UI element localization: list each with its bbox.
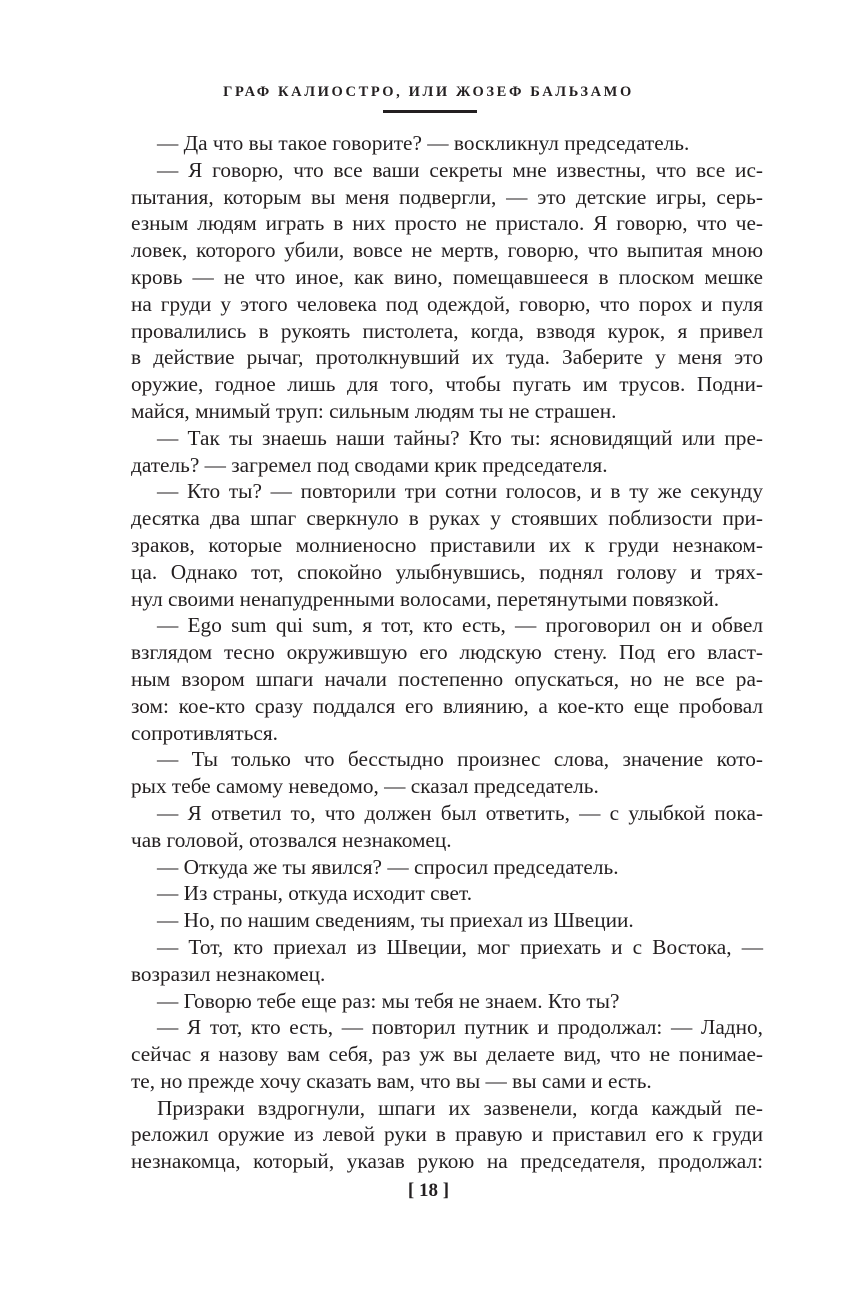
text-line: чав головой, отозвался незнакомец. (131, 827, 452, 852)
text-line: зом: кое-кто сразу поддался его влиянию, а кое-кто еще пробовал (131, 693, 763, 718)
text-line: майся, мнимый труп: сильным людям ты не страшен. (131, 398, 617, 423)
text-line: нул своими ненапудренными волосами, перетянутыми повязкой. (131, 586, 720, 611)
text-line: датель? — загремел под сводами крик председателя. (131, 452, 608, 477)
text-line: реложил оружие из левой руки в правую и приставил его к груди (131, 1122, 763, 1147)
text-line: оружие, годное лишь для того, чтобы пугать им трусов. Подни- (131, 372, 763, 397)
text-line: в действие рычаг, протолкнувший их туда. Заберите у меня это (131, 345, 763, 370)
text-line: пытания, которым вы меня подвергли, — это детские игры, серь- (131, 184, 763, 209)
text-line: — Да что вы такое говорите? — воскликнул председатель. (157, 131, 690, 155)
text-line: Призраки вздрогнули, шпаги их зазвенели, когда каждый пе- (157, 1095, 763, 1120)
text-line: десятка два шпаг сверкнуло в руках у стоявших поблизости при- (131, 506, 763, 531)
text-line: незнакомца, который, указав рукою на председателя, продолжал: (131, 1149, 763, 1174)
text-line: — Я ответил то, что должен был ответить, — с улыбкой пока- (157, 800, 763, 825)
text-line: те, но прежде хочу сказать вам, что вы — вы сами и есть. (131, 1068, 652, 1093)
running-head: ГРАФ КАЛИОСТРО, ИЛИ ЖОЗЕФ БАЛЬЗАМО (223, 84, 634, 100)
text-line: ным взором шпаги начали постепенно опускаться, но не все ра- (131, 666, 763, 691)
text-line: рых тебе самому неведомо, — сказал председатель. (131, 774, 599, 799)
body-text (131, 130, 763, 1175)
text-line: — Ego sum qui sum, я тот, кто есть, — проговорил он и обвел (157, 613, 763, 638)
text-line: сейчас я назову вам себя, раз уж вы делаете вид, что не понимае- (131, 1042, 763, 1067)
text-line: взглядом тесно окружившую его людскую стену. Под его власт- (131, 640, 763, 665)
text-line: ловек, которого убили, вовсе не мертв, говорю, что выпитая мною (131, 238, 763, 263)
text-line: на груди у этого человека под одеждой, говорю, что порох и пуля (131, 291, 763, 316)
page-number: [ 18 ] (407, 1180, 450, 1201)
text-line: зраков, которые молниеносно приставили их к груди незнаком- (131, 532, 763, 557)
text-line: сопротивляться. (131, 720, 279, 745)
text-line: — Кто ты? — повторили три сотни голосов, и в ту же секунду (157, 479, 763, 504)
text-line: — Ты только что бесстыдно произнес слова, значение кото- (157, 747, 763, 772)
text-line: — Говорю тебе еще раз: мы тебя не знаем. Кто ты? (157, 988, 620, 1013)
running-head-rule (383, 110, 477, 113)
text-line: — Откуда же ты явился? — спросил председатель. (157, 854, 619, 879)
text-line: кровь — не что иное, как вино, помещавшееся в плоском мешке (131, 264, 763, 289)
text-line: — Но, по нашим сведениям, ты приехал из Швеции. (157, 908, 634, 933)
text-line: ца. Однако тот, спокойно улыбнувшись, поднял голову и трях- (131, 559, 763, 584)
text-line: — Тот, кто приехал из Швеции, мог приехать и с Востока, — (157, 934, 763, 959)
text-line: — Из страны, откуда исходит свет. (157, 881, 473, 906)
text-line: — Я тот, кто есть, — повторил путник и продолжал: — Ладно, (157, 1015, 763, 1040)
text-line: езным людям играть в них просто не пристало. Я говорю, что че- (131, 211, 763, 236)
text-line: провалились в рукоять пистолета, когда, взводя курок, я привел (131, 318, 763, 343)
text-line: возразил незнакомец. (131, 961, 326, 986)
text-line: — Так ты знаешь наши тайны? Кто ты: ясновидящий или пре- (157, 425, 763, 450)
text-line: — Я говорю, что все ваши секреты мне известны, что все ис- (157, 157, 763, 182)
